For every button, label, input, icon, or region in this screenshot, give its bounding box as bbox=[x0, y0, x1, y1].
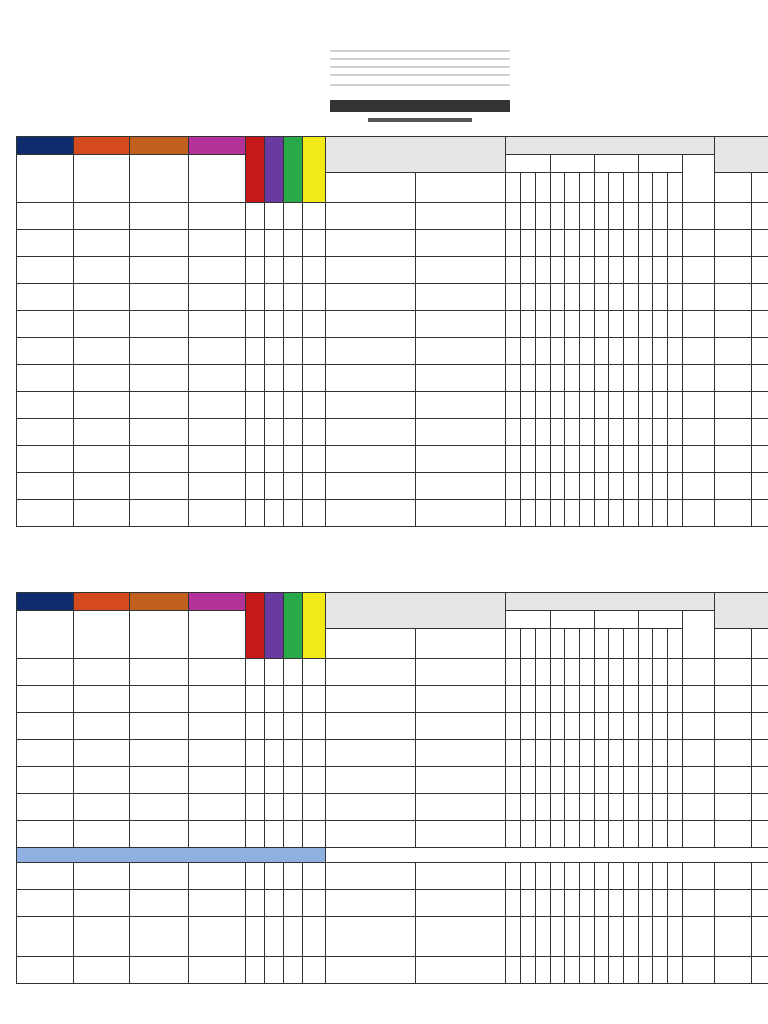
month-cell bbox=[624, 629, 639, 659]
month-cell bbox=[521, 173, 536, 203]
objective-cell-2 bbox=[73, 137, 130, 155]
budget-header-cell bbox=[714, 593, 768, 629]
header-placeholder-2 bbox=[330, 58, 510, 60]
month-cell bbox=[624, 173, 639, 203]
plan-title-placeholder bbox=[330, 100, 510, 112]
quarter-cell-4 bbox=[638, 611, 682, 629]
month-cell bbox=[638, 173, 653, 203]
pillar-cell-4 bbox=[302, 593, 325, 659]
month-cell bbox=[668, 173, 683, 203]
month-cell bbox=[638, 629, 653, 659]
pillar-cell-4 bbox=[302, 137, 325, 203]
month-cell bbox=[550, 173, 565, 203]
schedule-header-cell bbox=[506, 137, 714, 155]
objective-cell-1 bbox=[17, 137, 74, 155]
month-cell bbox=[579, 173, 594, 203]
table-row bbox=[17, 473, 768, 500]
pillar-cell-2 bbox=[264, 137, 283, 203]
table-row bbox=[17, 284, 768, 311]
objective-cell-1 bbox=[17, 593, 74, 611]
pillar-cell-2 bbox=[264, 593, 283, 659]
month-cell bbox=[594, 173, 609, 203]
month-cell bbox=[535, 629, 550, 659]
total-header-cell bbox=[682, 611, 714, 659]
amount-header-cell bbox=[325, 137, 506, 173]
month-cell bbox=[609, 173, 624, 203]
budget-column-cell-1 bbox=[714, 629, 752, 659]
table-row bbox=[17, 821, 768, 848]
person-responsible-header-cell bbox=[416, 629, 506, 659]
month-cell bbox=[535, 173, 550, 203]
table-row bbox=[17, 203, 768, 230]
person-responsible-header-cell bbox=[416, 173, 506, 203]
month-cell bbox=[506, 173, 521, 203]
quarter-cell-3 bbox=[594, 611, 638, 629]
month-cell bbox=[653, 629, 668, 659]
month-cell bbox=[609, 629, 624, 659]
objective-header-row bbox=[17, 137, 768, 155]
objective-cell-2 bbox=[73, 593, 130, 611]
objective-header-row bbox=[17, 593, 768, 611]
table-row bbox=[17, 890, 768, 917]
table-row bbox=[17, 230, 768, 257]
pillar-cell-1 bbox=[245, 137, 264, 203]
schedule-header-cell bbox=[506, 593, 714, 611]
quarter-cell-2 bbox=[550, 611, 594, 629]
amount-header-cell bbox=[325, 593, 506, 629]
month-cell bbox=[550, 629, 565, 659]
budget-header-cell bbox=[714, 137, 768, 173]
plan-table-2-body bbox=[17, 659, 768, 984]
objective-cell-4 bbox=[189, 593, 246, 611]
objective-description-cell-4 bbox=[189, 611, 246, 659]
table-row bbox=[17, 500, 768, 527]
header-placeholder-3 bbox=[330, 66, 510, 68]
total-header-cell bbox=[682, 155, 714, 203]
quarter-cell-4 bbox=[638, 155, 682, 173]
objective-description-cell-3 bbox=[130, 155, 189, 203]
table-row bbox=[17, 365, 768, 392]
plan-header bbox=[0, 0, 768, 140]
table-row bbox=[17, 794, 768, 821]
objective-cell-3 bbox=[130, 137, 189, 155]
quarter-cell-2 bbox=[550, 155, 594, 173]
objective-cell-3 bbox=[130, 593, 189, 611]
month-cell bbox=[653, 173, 668, 203]
quarter-cell-3 bbox=[594, 155, 638, 173]
activities-header-cell bbox=[325, 629, 415, 659]
plan-subtitle-placeholder bbox=[368, 118, 472, 122]
pillar-cell-3 bbox=[283, 137, 302, 203]
objective-description-cell-4 bbox=[189, 155, 246, 203]
month-cell bbox=[565, 173, 580, 203]
section-band-row bbox=[17, 848, 768, 863]
table-row bbox=[17, 257, 768, 284]
month-cell bbox=[521, 629, 536, 659]
budget-column-cell-2 bbox=[752, 173, 768, 203]
budget-column-cell-1 bbox=[714, 173, 752, 203]
objective-description-cell-2 bbox=[73, 155, 130, 203]
plan-table-1 bbox=[16, 136, 768, 527]
month-cell bbox=[506, 629, 521, 659]
objective-description-cell-3 bbox=[130, 611, 189, 659]
table-row bbox=[17, 311, 768, 338]
objective-description-cell-1 bbox=[17, 155, 74, 203]
header-placeholder-1 bbox=[330, 50, 510, 52]
plan-table-1-body bbox=[17, 203, 768, 527]
quarter-cell-1 bbox=[506, 155, 550, 173]
budget-column-cell-2 bbox=[752, 629, 768, 659]
pillar-cell-3 bbox=[283, 593, 302, 659]
table-row bbox=[17, 659, 768, 686]
table-row bbox=[17, 446, 768, 473]
table-row bbox=[17, 957, 768, 984]
table-row bbox=[17, 917, 768, 957]
objective-description-cell-2 bbox=[73, 611, 130, 659]
header-placeholder-5 bbox=[330, 84, 510, 86]
activities-header-cell bbox=[325, 173, 415, 203]
table-row bbox=[17, 713, 768, 740]
month-cell bbox=[668, 629, 683, 659]
objective-cell-4 bbox=[189, 137, 246, 155]
table-row bbox=[17, 419, 768, 446]
table-row bbox=[17, 686, 768, 713]
table-row bbox=[17, 740, 768, 767]
header-placeholder-4 bbox=[330, 74, 510, 76]
table-row bbox=[17, 767, 768, 794]
quarter-cell-1 bbox=[506, 611, 550, 629]
month-cell bbox=[579, 629, 594, 659]
plan-table-2 bbox=[16, 592, 768, 984]
objective-description-cell-1 bbox=[17, 611, 74, 659]
month-cell bbox=[565, 629, 580, 659]
pillar-cell-1 bbox=[245, 593, 264, 659]
table-row bbox=[17, 863, 768, 890]
table-row bbox=[17, 392, 768, 419]
month-cell bbox=[594, 629, 609, 659]
table-row bbox=[17, 338, 768, 365]
